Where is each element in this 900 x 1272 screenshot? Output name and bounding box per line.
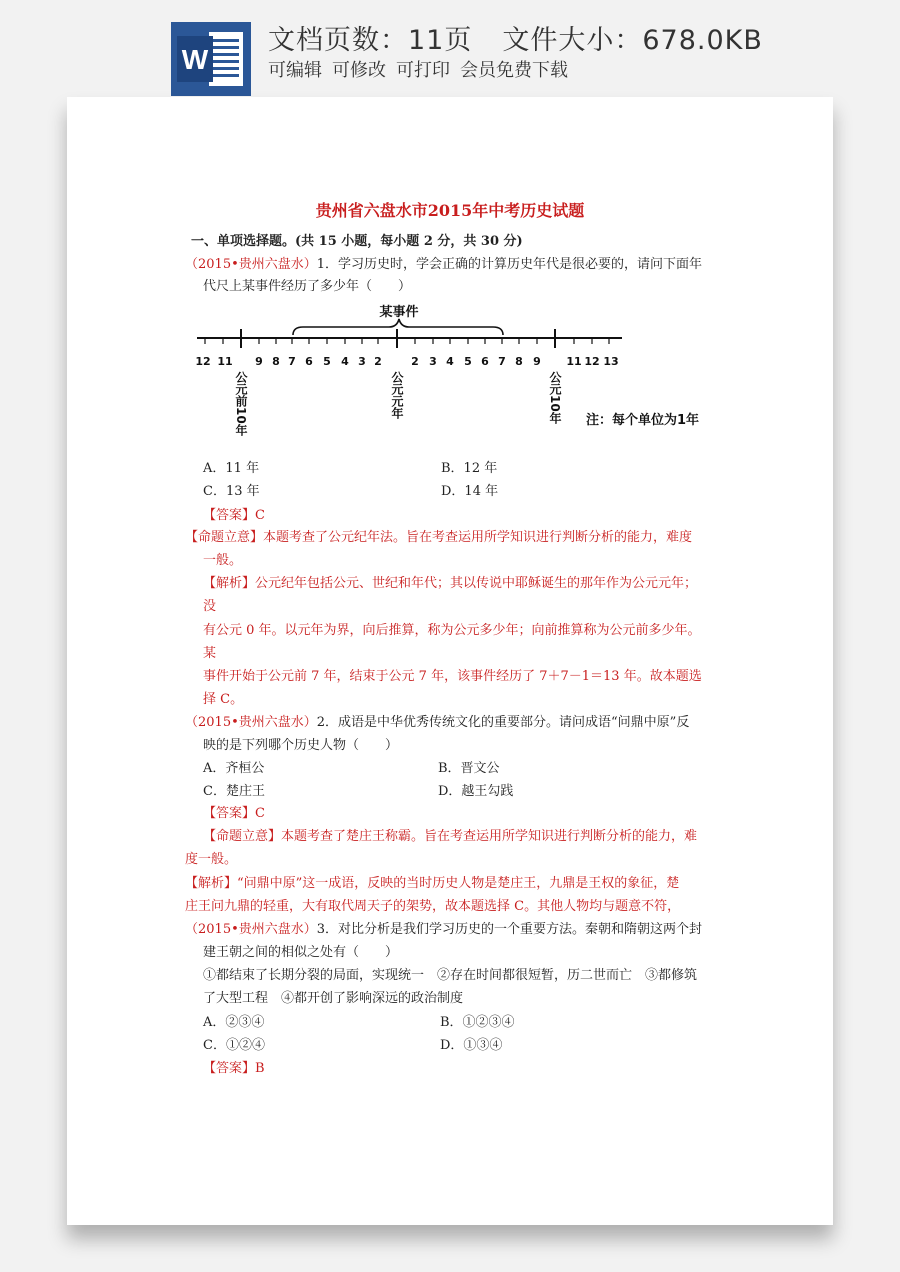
q1-intent-line-2: 一般。 (203, 553, 243, 568)
q2-intent-line-1: 【命题立意】本题考查了楚庄王称霸。旨在考查运用所学知识进行判断分析的能力，难 (203, 829, 698, 844)
q2-answer: 【答案】C (203, 806, 265, 821)
q2-analysis-line-1: 【解析】“问鼎中原”这一成语，反映的当时历史人物是楚庄王，九鼎是王权的象征，楚 (185, 876, 680, 891)
tick-label: 2 (374, 355, 382, 368)
feature-editable: 可编辑 (268, 60, 322, 81)
document-title: 贵州省六盘水市2015年中考历史试题 (315, 201, 585, 220)
tick-label: 8 (515, 355, 523, 368)
question-3-line-2: 建王朝之间的相似之处有（ ） (203, 945, 399, 960)
year-one-label: 公元元年 (390, 371, 404, 419)
q1-analysis-line-4: 某 (203, 646, 217, 661)
q2-option-a: A．齐桓公 (203, 761, 265, 776)
tick-label: 9 (255, 355, 263, 368)
file-size: 文件大小：678.0KB (502, 25, 763, 56)
tick-label: 12 (195, 355, 211, 368)
question-source: （2015•贵州六盘水） (185, 257, 317, 272)
file-info (268, 18, 763, 57)
tick-label: 6 (305, 355, 313, 368)
tick-label: 9 (533, 355, 541, 368)
tick-label: 8 (272, 355, 280, 368)
question-text: 2．成语是中华优秀传统文化的重要部分。请问成语“问鼎中原”反 (316, 715, 690, 730)
tick-label: 3 (429, 355, 437, 368)
tick-label: 7 (288, 355, 296, 368)
download-banner (0, 0, 900, 100)
question-3-line-1 (185, 921, 702, 939)
q2-intent-line-2: 度一般。 (185, 852, 238, 867)
tick-label: 5 (464, 355, 472, 368)
question-text: 3．对比分析是我们学习历史的一个重要方法。秦朝和隋朝这两个封 (316, 922, 703, 937)
question-1-line-1 (185, 256, 702, 274)
q2-option-d: D．越王勾践 (438, 784, 514, 799)
question-3-items-line-2: 了大型工程 ④都开创了影响深远的政治制度 (203, 991, 464, 1006)
question-text: 1．学习历史时，学会正确的计算历史年代是很必要的，请问下面年 (316, 257, 703, 272)
question-2-line-2: 映的是下列哪个历史人物（ ） (203, 738, 399, 753)
tick-label: 11 (217, 355, 233, 368)
q2-option-c: C．楚庄王 (203, 784, 265, 799)
q1-option-a: A．11 年 (203, 461, 260, 476)
tick-label: 4 (341, 355, 349, 368)
svg-text:W: W (181, 44, 209, 75)
q3-option-a: A．②③④ (203, 1015, 265, 1030)
tick-label: 3 (358, 355, 366, 368)
q1-analysis-line-2: 没 (203, 599, 217, 614)
q2-option-b: B．晋文公 (438, 761, 500, 776)
q1-option-b: B．12 年 (441, 461, 498, 476)
q3-answer: 【答案】B (203, 1061, 265, 1076)
tick-label: 13 (603, 355, 619, 368)
bc-10-label: 公元前10年 (234, 371, 248, 436)
q3-option-d: D．①③④ (440, 1038, 503, 1053)
question-1-line-2: 代尺上某事件经历了多少年（ ） (203, 279, 412, 294)
page-count: 文档页数：11页 (268, 25, 473, 56)
q1-analysis-line-3: 有公元 0 年。以元年为界，向后推算，称为公元多少年；向前推算称为公元前多少年。 (203, 623, 701, 638)
question-2-line-1 (185, 714, 689, 732)
tick-label: 7 (498, 355, 506, 368)
feature-printable: 可打印 (396, 60, 450, 81)
q1-answer: 【答案】C (203, 508, 265, 523)
feature-list (268, 56, 578, 82)
tick-label: 4 (446, 355, 454, 368)
tick-label: 11 (566, 355, 582, 368)
q3-option-c: C．①②④ (203, 1038, 265, 1053)
ad-10-label: 公元10年 (548, 371, 562, 424)
tick-label: 2 (411, 355, 419, 368)
section-heading: 一、单项选择题。(共 15 小题，每小题 2 分，共 30 分) (191, 234, 523, 249)
q1-analysis-line-5: 事件开始于公元前 7 年，结束于公元 7 年，该事件经历了 7＋7－1＝13 年。故本题选 (203, 669, 702, 684)
q1-intent-line-1: 【命题立意】本题考查了公元纪年法。旨在考查运用所学知识进行判断分析的能力，难度 (185, 530, 693, 545)
q1-option-d: D．14 年 (441, 484, 499, 499)
tick-label: 5 (323, 355, 331, 368)
document-page (67, 97, 833, 1225)
q3-option-b: B．①②③④ (440, 1015, 515, 1030)
feature-modifiable: 可修改 (332, 60, 386, 81)
timeline-diagram (193, 303, 700, 453)
q1-analysis-line-6: 择 C。 (203, 692, 244, 707)
feature-member-download: 会员免费下载 (460, 60, 568, 81)
question-source: （2015•贵州六盘水） (185, 922, 317, 937)
event-label: 某事件 (379, 305, 419, 320)
q1-option-c: C．13 年 (203, 484, 260, 499)
question-3-items-line-1: ①都结束了长期分裂的局面，实现统一 ②存在时间都很短暂，历二世而亡 ③都修筑 (203, 968, 698, 983)
tick-label: 6 (481, 355, 489, 368)
word-document-icon (171, 22, 251, 96)
q2-analysis-line-2: 庄王问九鼎的轻重，大有取代周天子的架势，故本题选择 C。其他人物均与题意不符， (185, 899, 681, 914)
question-source: （2015•贵州六盘水） (185, 715, 317, 730)
q1-analysis-line-1: 【解析】公元纪年包括公元、世纪和年代；其以传说中耶稣诞生的那年作为公元元年； (203, 576, 698, 591)
unit-note: 注：每个单位为1年 (586, 413, 700, 428)
tick-label: 12 (584, 355, 600, 368)
